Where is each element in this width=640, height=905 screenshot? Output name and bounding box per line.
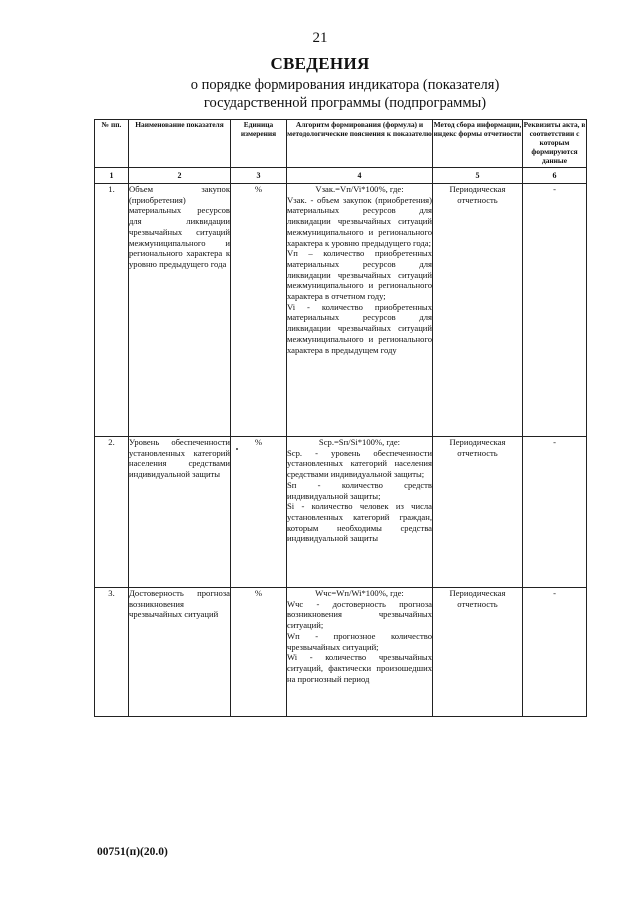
column-number: 2: [129, 168, 231, 184]
table-row: [95, 437, 587, 588]
formula-explanation: Vп – количество приобретенных материальных ресурсов для ликвидации чрезвычайных ситуаций межмуниципального и регионального характера в отчетном году;: [287, 248, 432, 302]
act-requisites: -: [523, 588, 587, 717]
header-act-requisites: Реквизиты акта, в соответствии с которым формируются данные: [523, 120, 587, 168]
column-number: 6: [523, 168, 587, 184]
formula-explanation: Vзак. - объем закупок (приобретения) материальных ресурсов для ликвидации чрезвычайных ситуаций межмуниципального и регионального характера к уровню предыдущего года;: [287, 194, 432, 248]
formula-explanation: Wп - прогнозное количество чрезвычайных ситуаций;: [287, 630, 432, 652]
formula-explanation: Si - количество человек из числа установленных категорий граждан, которым необходимы средства индивидуальной защиты: [287, 501, 432, 544]
formula: Sср.=Sп/Si*100%, где:: [318, 437, 401, 447]
table-row: [95, 588, 587, 717]
indicators-table: [94, 119, 587, 717]
collection-method: Периодическая отчетность: [433, 588, 523, 717]
collection-method: Периодическая отчетность: [433, 437, 523, 588]
subtitle-line-1: о порядке формирования индикатора (показателя): [190, 77, 500, 93]
table-header-row: [95, 120, 587, 168]
algorithm-cell: [287, 437, 433, 588]
unit-of-measure: %: [231, 437, 287, 588]
formula-explanation: Wчс - достоверность прогноза возникновения чрезвычайных ситуаций;: [287, 598, 432, 631]
scan-speck: [236, 448, 238, 450]
row-number: 2.: [95, 437, 129, 588]
document-code: 00751(п)(20.0): [97, 846, 168, 858]
formula: Vзак.=Vп/Vi*100%, где:: [315, 184, 404, 194]
column-number: 4: [287, 168, 433, 184]
formula: Wчс=Wп/Wi*100%, где:: [315, 588, 404, 598]
document-subtitle: [0, 76, 640, 112]
formula-explanation: Sп - количество средств индивидуальной защиты;: [287, 479, 432, 501]
algorithm-cell: [287, 184, 433, 437]
act-requisites: -: [523, 437, 587, 588]
column-number: 1: [95, 168, 129, 184]
unit-of-measure: %: [231, 184, 287, 437]
header-indicator-name: Наименование показателя: [129, 120, 231, 168]
header-algorithm: Алгоритм формирования (формула) и методологические пояснения к показателю: [287, 120, 433, 168]
formula-explanation: Wi - количество чрезвычайных ситуаций, фактически произошедших на прогнозный период: [287, 652, 432, 684]
act-requisites: -: [523, 184, 587, 437]
indicator-name: Объем закупок (приобретения) материальных ресурсов для ликвидации чрезвычайных ситуаций межмуниципального и регионального характера к уровню предыдущего года: [129, 184, 231, 437]
document-title: СВЕДЕНИЯ: [270, 54, 370, 73]
column-number-row: [95, 168, 587, 184]
column-number: 5: [433, 168, 523, 184]
header-unit: Единица измерения: [231, 120, 287, 168]
page-number: 21: [312, 30, 328, 46]
formula-explanation: Vi - количество приобретенных материальных ресурсов для ликвидации чрезвычайных ситуаций межмуниципального и регионального характера в предыдущем году: [287, 301, 432, 355]
unit-of-measure: %: [231, 588, 287, 717]
collection-method: Периодическая отчетность: [433, 184, 523, 437]
column-number: 3: [231, 168, 287, 184]
subtitle-line-2: государственной программы (подпрограммы): [203, 95, 487, 111]
row-number: 3.: [95, 588, 129, 717]
indicator-name: Достоверность прогноза возникновения чрезвычайных ситуаций: [129, 588, 231, 717]
indicator-name: Уровень обеспеченности установленных категорий населения средствами индивидуальной защиты: [129, 437, 231, 588]
formula-explanation: Sср. - уровень обеспеченности установленных категорий населения средствами индивидуальной защиты;: [287, 447, 432, 480]
table-row: [95, 184, 587, 437]
header-collection-method: Метод сбора информации, индекс формы отчетности: [433, 120, 523, 168]
algorithm-cell: [287, 588, 433, 717]
row-number: 1.: [95, 184, 129, 437]
header-number: № пп.: [95, 120, 129, 168]
